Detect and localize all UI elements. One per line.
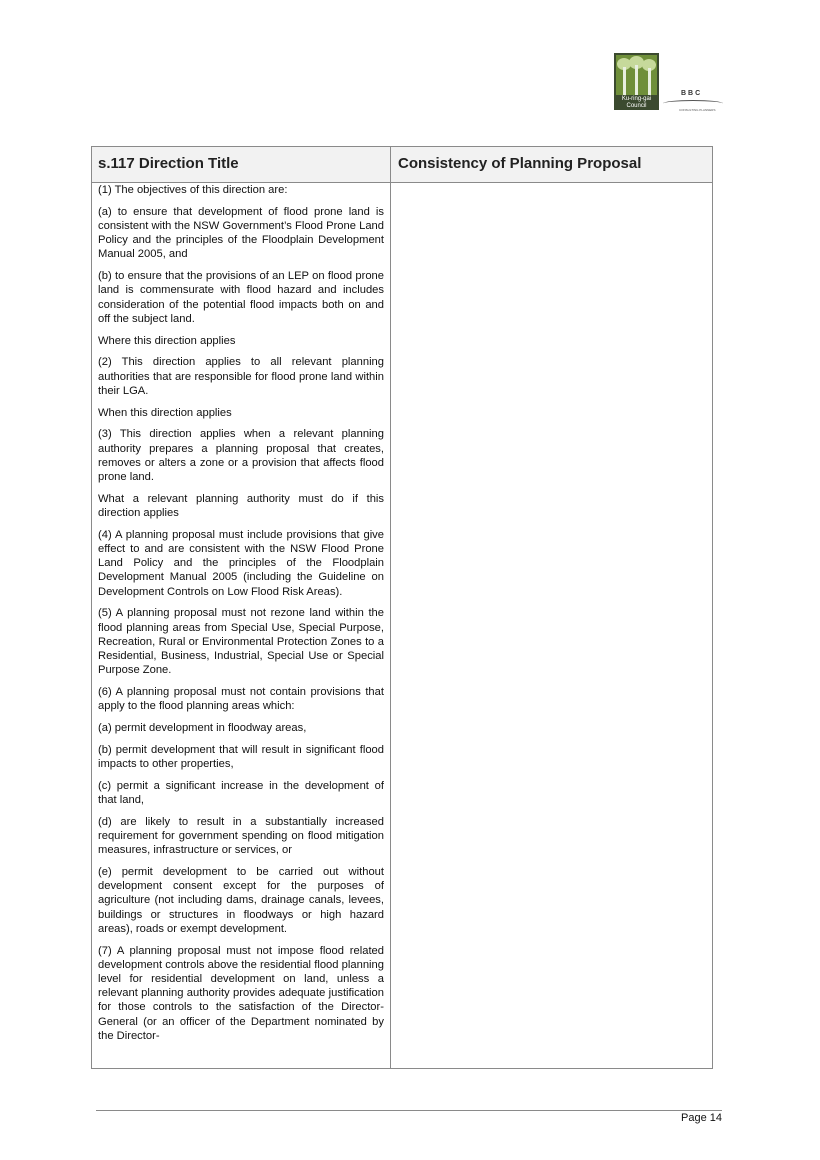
bbc-logo-text: BBC	[681, 90, 703, 97]
paragraph: (c) permit a significant increase in the development of that land,	[98, 779, 384, 807]
paragraph: (d) are likely to result in a substantially increased requirement for government spending on flood mitigation measures, infrastructure or services, or	[98, 815, 384, 857]
paragraph: (6) A planning proposal must not contain provisions that apply to the flood planning areas which:	[98, 686, 384, 713]
paragraph: (b) to ensure that the provisions of an LEP on flood prone land is commensurate with flood hazard and includes consideration of the potential flood impacts both on and off the subject land.	[98, 270, 384, 325]
paragraph: (2) This direction applies to all relevant planning authorities that are responsible for flood prone land within their LGA.	[98, 356, 384, 397]
paragraph: (3) This direction applies when a relevant planning authority prepares a planning proposal that creates, removes or alters a zone or a provision that affects flood prone land.	[98, 428, 384, 484]
paragraph: Where this direction applies	[98, 334, 236, 347]
council-logo-text: Ku-ring-gai Council	[621, 96, 652, 109]
page-number: Page 14	[681, 1112, 722, 1124]
council-logo	[614, 53, 659, 110]
paragraph: (e) permit development to be carried out without development consent except for the purposes of agriculture (not including dams, drainage canals, levees, buildings or structures in floodways or high hazard areas), roads or exempt development.	[98, 866, 384, 935]
paragraph: (7) A planning proposal must not impose flood related development controls above the residential flood planning level for residential development on land, unless a relevant planning authority provides adequate justification for those controls to the satisfaction of the Director-General (or an officer of the Department nominated by the Director-	[98, 944, 384, 1042]
bbc-logo	[663, 86, 725, 116]
tree-icon	[616, 55, 657, 95]
table-header	[92, 147, 712, 183]
paragraph: (a) to ensure that development of flood prone land is consistent with the NSW Government’s Flood Prone Land Policy and the principles of the Floodplain Development Manual 2005, and	[98, 205, 384, 261]
column-divider	[390, 147, 391, 1068]
paragraph: (5) A planning proposal must not rezone land within the flood planning areas from Special Use, Special Purpose, Recreation, Rural or Environmental Protection Zones to a Residential, Business, Industrial, Special Use or Special Purpose Zone.	[98, 607, 384, 677]
paragraph: (a) permit development in floodway areas,	[98, 722, 307, 735]
footer-divider	[96, 1110, 722, 1111]
bbc-tagline: CONSULTING PLANNERS	[679, 108, 716, 112]
paragraph: (1) The objectives of this direction are:	[98, 184, 288, 196]
paragraph: (b) permit development that will result in significant flood impacts to other properties,	[98, 743, 384, 771]
direction-text-cell	[98, 183, 384, 1043]
paragraph: When this direction applies	[98, 406, 232, 419]
paragraph: What a relevant planning authority must do if this direction applies	[98, 492, 384, 520]
column-header-consistency: Consistency of Planning Proposal	[398, 155, 642, 172]
swoosh-icon	[663, 100, 723, 107]
column-header-direction-title: s.117 Direction Title	[98, 155, 239, 172]
direction-table	[91, 146, 713, 1069]
paragraph: (4) A planning proposal must include provisions that give effect to and are consistent with the NSW Flood Prone Land Policy and the principles of the Floodplain Development Manual 2005 (including the Guideline on Development Controls on Low Flood Risk Areas).	[98, 528, 384, 598]
